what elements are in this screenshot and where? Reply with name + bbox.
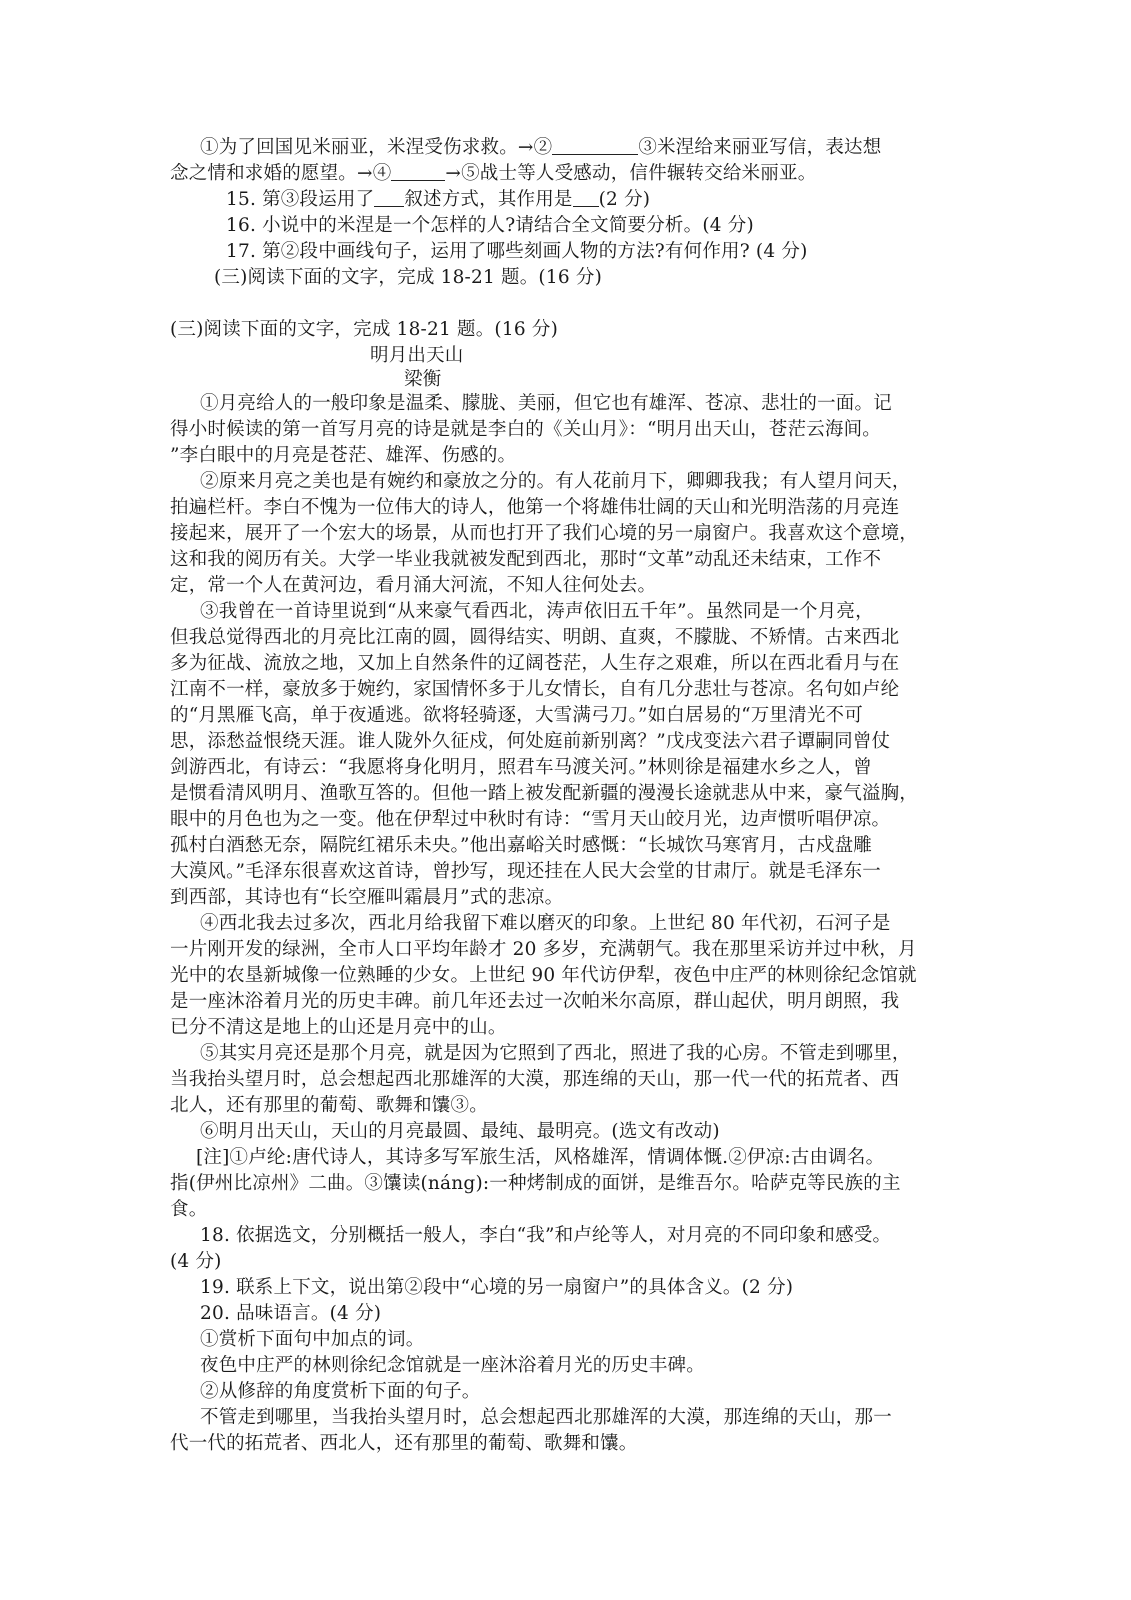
article-line: 剑游西北，有诗云：“我愿将身化明月，照君车马渡关河。”林则徐是福建水乡之人，曾 (170, 757, 872, 778)
article-line: ⑤其实月亮还是那个月亮，就是因为它照到了西北，照进了我的心房。不管走到哪里， (200, 1043, 911, 1064)
question-19: 19. 联系上下文，说出第②段中“心境的另一扇窗户”的具体含义。(2 分) (200, 1277, 794, 1298)
article-line: 定，常一个人在黄河边，看月涌大河流，不知人往何处去。 (170, 575, 657, 596)
article-line: 江南不一样，豪放多于婉约，家国情怀多于儿女情长，自有几分悲壮与苍凉。名句如卢纶 (170, 679, 900, 700)
article-line: 这和我的阅历有关。大学一毕业我就被发配到西北，那时“文革”动乱还未结束，工作不 (170, 549, 882, 570)
article-line: 思，添愁益恨绕天涯。谁人陇外久征戍，何处庭前新别离？”戊戌变法六君子谭嗣同曾仗 (170, 731, 891, 752)
question-17: 17. 第②段中画线句子，运用了哪些刻画人物的方法?有何作用? (4 分) (226, 241, 808, 262)
question-20-sentence-2-cont: 代一代的拓荒者、西北人，还有那里的葡萄、歌舞和馕。 (170, 1433, 638, 1454)
question-20-part-1: ①赏析下面句中加点的词。 (200, 1329, 425, 1350)
section-header-repeat: (三)阅读下面的文字，完成 18-21 题。(16 分) (214, 267, 602, 288)
section-header: (三)阅读下面的文字，完成 18-21 题。(16 分) (170, 319, 558, 340)
article-line: 光中的农垦新城像一位熟睡的少女。上世纪 90 年代访伊犁，夜色中庄严的林则徐纪念馆就 (170, 965, 917, 986)
article-line: ④西北我去过多次，西北月给我留下难以磨灭的印象。上世纪 80 年代初，石河子是 (200, 913, 891, 934)
article-line: 到西部，其诗也有“长空雁叫霜晨月”式的悲凉。 (170, 887, 564, 908)
article-line: 已分不清这是地上的山还是月亮中的山。 (170, 1017, 507, 1038)
article-line: ①月亮给人的一般印象是温柔、朦胧、美丽，但它也有雄浑、苍凉、悲壮的一面。记 (200, 393, 892, 414)
question-20-part-2: ②从修辞的角度赏析下面的句子。 (200, 1381, 481, 1402)
article-line: 当我抬头望月时，总会想起西北那雄浑的大漠，那连绵的天山，那一代一代的拓荒者、西 (170, 1069, 900, 1090)
article-line: 孤村白酒愁无奈，隔院红裙乐未央。”他出嘉峪关时感慨：“长城饮马寒宵月，古戍盘雕 (170, 835, 872, 856)
answer-blank-4 (391, 162, 445, 181)
article-line: 得小时候读的第一首写月亮的诗是就是李白的《关山月》：“明月出天山，苍茫云海间。 (170, 419, 882, 440)
notes-line: 食。 (170, 1199, 208, 1220)
question-20-sentence-1: 夜色中庄严的林则徐纪念馆就是一座沐浴着月光的历史丰碑。 (200, 1355, 705, 1376)
article-line: 的“月黑雁飞高，单于夜遁逃。欲将轻骑逐，大雪满弓刀。”如白居易的“万里清光不可 (170, 705, 863, 726)
question-16: 16. 小说中的米涅是一个怎样的人?请结合全文简要分析。(4 分) (226, 215, 754, 236)
notes-line: 指(伊州比凉州》二曲。③馕读(náng):一种烤制成的面饼，是维吾尔。哈萨克等民族的主 (170, 1173, 901, 1194)
article-line: ”李白眼中的月亮是苍茫、雄浑、伤感的。 (170, 445, 517, 466)
article-line: 是惯看清风明月、渔歌互答的。但他一踏上被发配新疆的漫漫长途就悲从中来，豪气溢胸， (170, 783, 919, 804)
article-line: 多为征战、流放之地，又加上自然条件的辽阔苍茫，人生存之艰难，所以在西北看月与在 (170, 653, 900, 674)
article-line: 接起来，展开了一个宏大的场景，从而也打开了我们心境的另一扇窗户。我喜欢这个意境， (170, 523, 919, 544)
article-line: 眼中的月色也为之一变。他在伊犁过中秋时有诗：“雪月天山皎月光，边声惯听唱伊凉。 (170, 809, 891, 830)
article-line: ⑥明月出天山，天山的月亮最圆、最纯、最明亮。(选文有改动) (200, 1121, 720, 1142)
article-author: 梁衡 (404, 369, 442, 390)
question-18-points: (4 分) (170, 1251, 222, 1272)
article-line: 是一座沐浴着月光的历史丰碑。前几年还去过一次帕米尔高原，群山起伏，明月朗照，我 (170, 991, 900, 1012)
article-line: ②原来月亮之美也是有婉约和豪放之分的。有人花前月下，卿卿我我；有人望月问天， (200, 471, 911, 492)
article-line: ③我曾在一首诗里说到“从来豪气看西北，涛声依旧五千年”。虽然同是一个月亮， (200, 601, 874, 622)
article-line: 拍遍栏杆。李白不愧为一位伟大的诗人，他第一个将雄伟壮阔的天山和光明浩荡的月亮连 (170, 497, 900, 518)
article-line: 一片刚开发的绿洲，全市人口平均年龄才 20 多岁，充满朝气。我在那里采访并过中秋，月 (170, 939, 917, 960)
answer-blank-15a (374, 188, 404, 207)
answer-blank-15b (573, 188, 599, 207)
question-15: 15. 第③段运用了 叙述方式，其作用是 (2 分) (226, 189, 651, 210)
article-line: 大漠风。”毛泽东很喜欢这首诗，曾抄写，现还挂在人民大会堂的甘肃厅。就是毛泽东一 (170, 861, 882, 882)
question-20-sentence-2: 不管走到哪里，当我抬头望月时，总会想起西北那雄浑的大漠，那连绵的天山，那一 (200, 1407, 892, 1428)
answer-blank-2 (552, 136, 638, 155)
notes-line: [注]①卢纶:唐代诗人，其诗多写军旅生活，风格雄浑，情调体慨.②伊凉:古由调名。 (196, 1147, 885, 1168)
question-18: 18. 依据选文，分别概括一般人，李白“我”和卢纶等人，对月亮的不同印象和感受。 (200, 1225, 892, 1246)
plot-order-line-1: ①为了回国见米丽亚，米涅受伤求救。→② ③米涅给来丽亚写信，表达想 (200, 137, 882, 158)
plot-order-line-2: 念之情和求婚的愿望。→④ →⑤战士等人受感动，信件辗转交给米丽亚。 (170, 163, 817, 184)
question-20: 20. 品味语言。(4 分) (200, 1303, 382, 1324)
article-title: 明月出天山 (370, 345, 464, 366)
article-line: 但我总觉得西北的月亮比江南的圆，圆得结实、明朗、直爽，不朦胧、不矫情。古来西北 (170, 627, 900, 648)
article-line: 北人，还有那里的葡萄、歌舞和馕③。 (170, 1095, 488, 1116)
